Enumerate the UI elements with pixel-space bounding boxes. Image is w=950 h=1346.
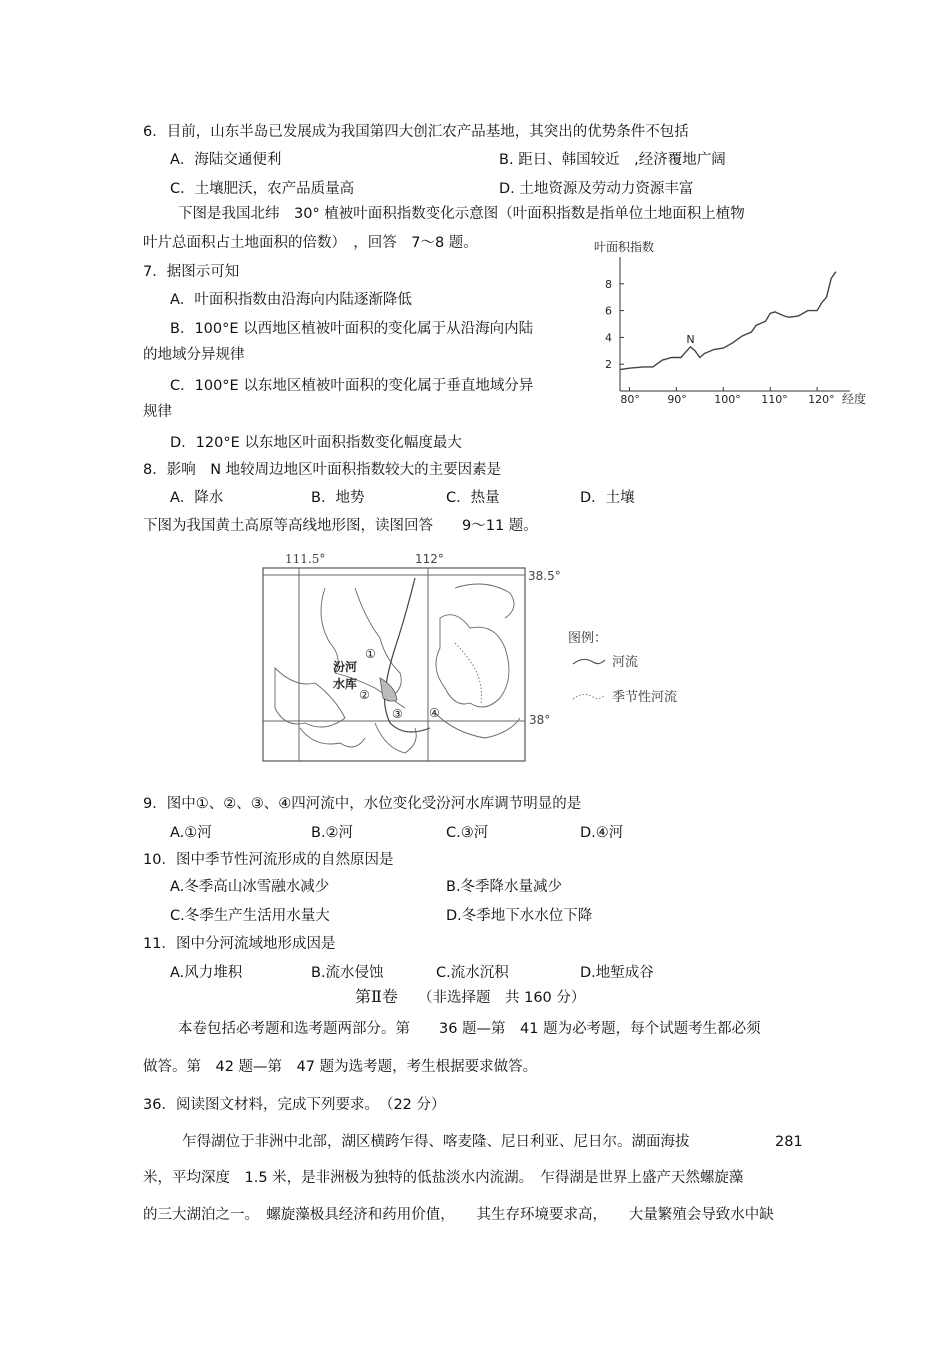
q7-option-b-line2: 的地域分异规律 [143, 347, 245, 363]
q36-stem: 36．阅读图文材料，完成下列要求。 （22 分） [143, 1097, 446, 1113]
reservoir-label-line1: 汾河 [333, 660, 358, 674]
lai-series-line [620, 272, 836, 370]
q6-option-a: A．海陆交通便利 [170, 152, 282, 168]
q7-option-a: A．叶面积指数由沿海向内陆逐渐降低 [170, 292, 412, 308]
x-tick-label: 90° [667, 393, 687, 406]
intro-7-8-line2: 叶片总面积占土地面积的倍数） ，回答 7～8 题。 [143, 235, 478, 251]
q8-option-b: B．地势 [311, 490, 365, 506]
map-lon-111-5: 111.5° [285, 552, 326, 566]
q11-stem: 11．图中分河流域地形成因是 [143, 936, 336, 952]
q7-option-d: D．120°E 以东地区叶面积指数变化幅度最大 [170, 435, 462, 451]
contour-line [300, 728, 365, 747]
map-lon-112: 112° [415, 552, 444, 566]
q11-option-d: D.地堑成谷 [580, 965, 654, 981]
part2-title: 第Ⅱ卷 [355, 987, 398, 1006]
q11-option-b: B.流水侵蚀 [311, 965, 384, 981]
q8-option-d: D．土壤 [580, 490, 635, 506]
reservoir-label-line2: 水库 [333, 677, 358, 691]
contour-line [436, 615, 509, 707]
chart-annotation-n: N [686, 332, 695, 346]
legend-river-label: 河流 [612, 655, 639, 670]
map-frame [263, 568, 525, 761]
x-tick-label: 100° [714, 393, 741, 406]
q36-paragraph-line3: 的三大湖泊之一。 螺旋藻极具经济和药用价值， 其生存环境要求高， 大量繁殖会导致水中缺 [143, 1207, 774, 1223]
q7-option-c-line2: 规律 [143, 404, 172, 420]
q11-option-c: C.流水沉积 [436, 965, 509, 981]
q8-option-a: A．降水 [170, 490, 224, 506]
q10-option-d: D.冬季地下水水位下降 [446, 908, 593, 924]
map-lat-38: 38° [529, 713, 551, 727]
contour-line [435, 713, 520, 738]
q11-option-a: A.风力堆积 [170, 965, 243, 981]
intro-9-11: 下图为我国黄土高原等高线地形图，读图回答 9～11 题。 [143, 518, 538, 534]
legend-title: 图例： [568, 631, 608, 646]
x-tick-label: 120° [808, 393, 835, 406]
q6-stem: 6．目前，山东半岛已发展成为我国第四大创汇农产品基地，其突出的优势条件不包括 [143, 124, 689, 140]
x-tick-label: 110° [761, 393, 788, 406]
y-tick-label: 2 [605, 358, 612, 372]
q10-option-b: B.冬季降水量减少 [446, 879, 563, 895]
q9-option-d: D.④河 [580, 825, 624, 841]
contour-line [455, 584, 514, 618]
q10-option-a: A.冬季高山冰雪融水减少 [170, 879, 330, 895]
q7-stem: 7．据图示可知 [143, 264, 240, 280]
y-tick-label: 6 [605, 304, 612, 318]
q6-option-b: B. 距日、韩国较近 ,经济覆地广阔 [499, 152, 726, 168]
q9-stem: 9．图中①、②、③、④四河流中，水位变化受汾河水库调节明显的是 [143, 796, 582, 812]
seasonal-river [455, 643, 482, 703]
q8-stem: 8．影响 N 地较周边地区叶面积指数较大的主要因素是 [143, 462, 502, 478]
part2-subtitle: （非选择题 共 160 分） [418, 990, 586, 1006]
legend-seasonal-symbol [573, 694, 605, 699]
q10-stem: 10．图中季节性河流形成的自然原因是 [143, 852, 394, 868]
y-tick-label: 4 [605, 331, 612, 345]
q8-option-c: C．热量 [446, 490, 500, 506]
q36-altitude-value: 281 [775, 1134, 803, 1150]
q36-paragraph-line1: 乍得湖位于非洲中北部，湖区横跨乍得、喀麦隆、尼日利亚、尼日尔。湖面海拔 [182, 1134, 690, 1150]
y-tick-label: 8 [605, 277, 612, 291]
map-lat-38-5: 38.5° [528, 569, 561, 583]
q7-option-c-line1: C．100°E 以东地区植被叶面积的变化属于垂直地域分异 [170, 378, 534, 394]
intro-7-8-line1: 下图是我国北纬 30° 植被叶面积指数变化示意图（叶面积指数是指单位土地面积上植物 [178, 206, 745, 222]
q6-option-c: C．土壤肥沃，农产品质量高 [170, 181, 355, 197]
x-tick-label: 80° [620, 393, 640, 406]
q9-option-a: A.①河 [170, 825, 212, 841]
part2-note-line1: 本卷包括必考题和选考题两部分。第 36 题—第 41 题为必考题，每个试题考生都必须 [178, 1021, 761, 1037]
river-marker-4: ④ [429, 706, 440, 720]
q36-paragraph-line2: 米，平均深度 1.5 米，是非洲极为独特的低盐淡水内流湖。 乍得湖是世界上盛产天然螺旋藻 [143, 1170, 744, 1186]
fen-reservoir [380, 678, 397, 701]
part2-note-line2: 做答。第 42 题—第 47 题为选考题，考生根据要求做答。 [143, 1059, 538, 1075]
river-marker-3: ③ [392, 707, 403, 721]
leaf-area-index-chart [592, 233, 882, 413]
q9-option-c: C.③河 [446, 825, 489, 841]
river-marker-1: ① [365, 647, 376, 661]
q7-option-b-line1: B．100°E 以西地区植被叶面积的变化属于从沿海向内陆 [170, 321, 534, 337]
chart-xlabel: 经度 [842, 392, 867, 406]
loess-plateau-contour-map [255, 548, 705, 768]
legend-seasonal-label: 季节性河流 [612, 690, 678, 705]
river-marker-2: ② [359, 688, 370, 702]
q9-option-b: B.②河 [311, 825, 354, 841]
contour-line [355, 588, 401, 698]
legend-river-symbol [573, 659, 605, 664]
q6-option-d: D. 土地资源及劳动力资源丰富 [499, 181, 694, 197]
chart-ylabel: 叶面积指数 [594, 240, 655, 254]
q10-option-c: C.冬季生产生活用水量大 [170, 908, 330, 924]
